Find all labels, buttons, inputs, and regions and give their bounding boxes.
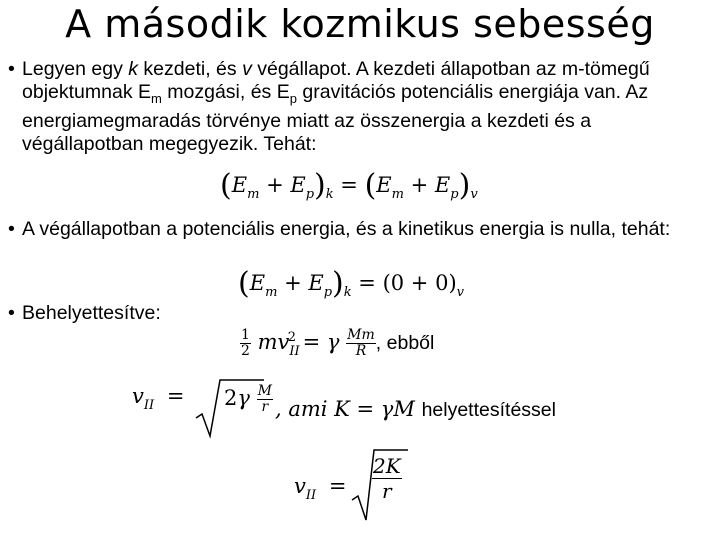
root-content: 2γ $\frac{M}{r}$ <box>224 383 272 415</box>
bullet-point: • <box>8 58 15 80</box>
paragraph-final-state: • A végállapotban a potenciális energia, és a kinetikus energia is nulla, tehát: <box>8 218 671 240</box>
equation-energy-conservation: $(E_m + E_p)_k = (E_m + E_p)_v$ <box>220 168 478 203</box>
equation-final-state: $(E_m + E_p)_k = (0 + 0)_v$ <box>238 266 464 301</box>
paragraph-substitution: • Behelyettesítve: <box>8 302 161 324</box>
equation-escape-velocity: $v_{II}$ = <box>132 384 185 413</box>
paragraph-intro-text: Legyen egy k kezdeti, és v végállapot. A kezdeti állapotban az m-tömegű objektumnak $E_m$ mozgási, és $E_p$ gravitációs potenciális energiája van. Az energiamegmaradás törvénye miatt az összenergia a kezdeti és a végállapotban megegyezik. Tehát: <box>22 58 650 155</box>
root-content-final: $\frac{2K}{r}$ <box>373 454 401 503</box>
paragraph-intro <box>8 58 708 156</box>
bullet-point: • <box>8 218 15 240</box>
equation-kinetic-potential: $\frac{1}{2}$ $mv_{II}^2 = \gamma$ $\frac{Mm}{R}$ , ebből <box>241 327 435 359</box>
equation-substitution-note: , ami K = γM helyettesítéssel <box>275 397 556 421</box>
equation-escape-velocity-final: $v_{II}$ = <box>294 474 347 503</box>
bullet-point: • <box>8 302 15 324</box>
slide-title: A második kozmikus sebesség <box>65 2 655 46</box>
